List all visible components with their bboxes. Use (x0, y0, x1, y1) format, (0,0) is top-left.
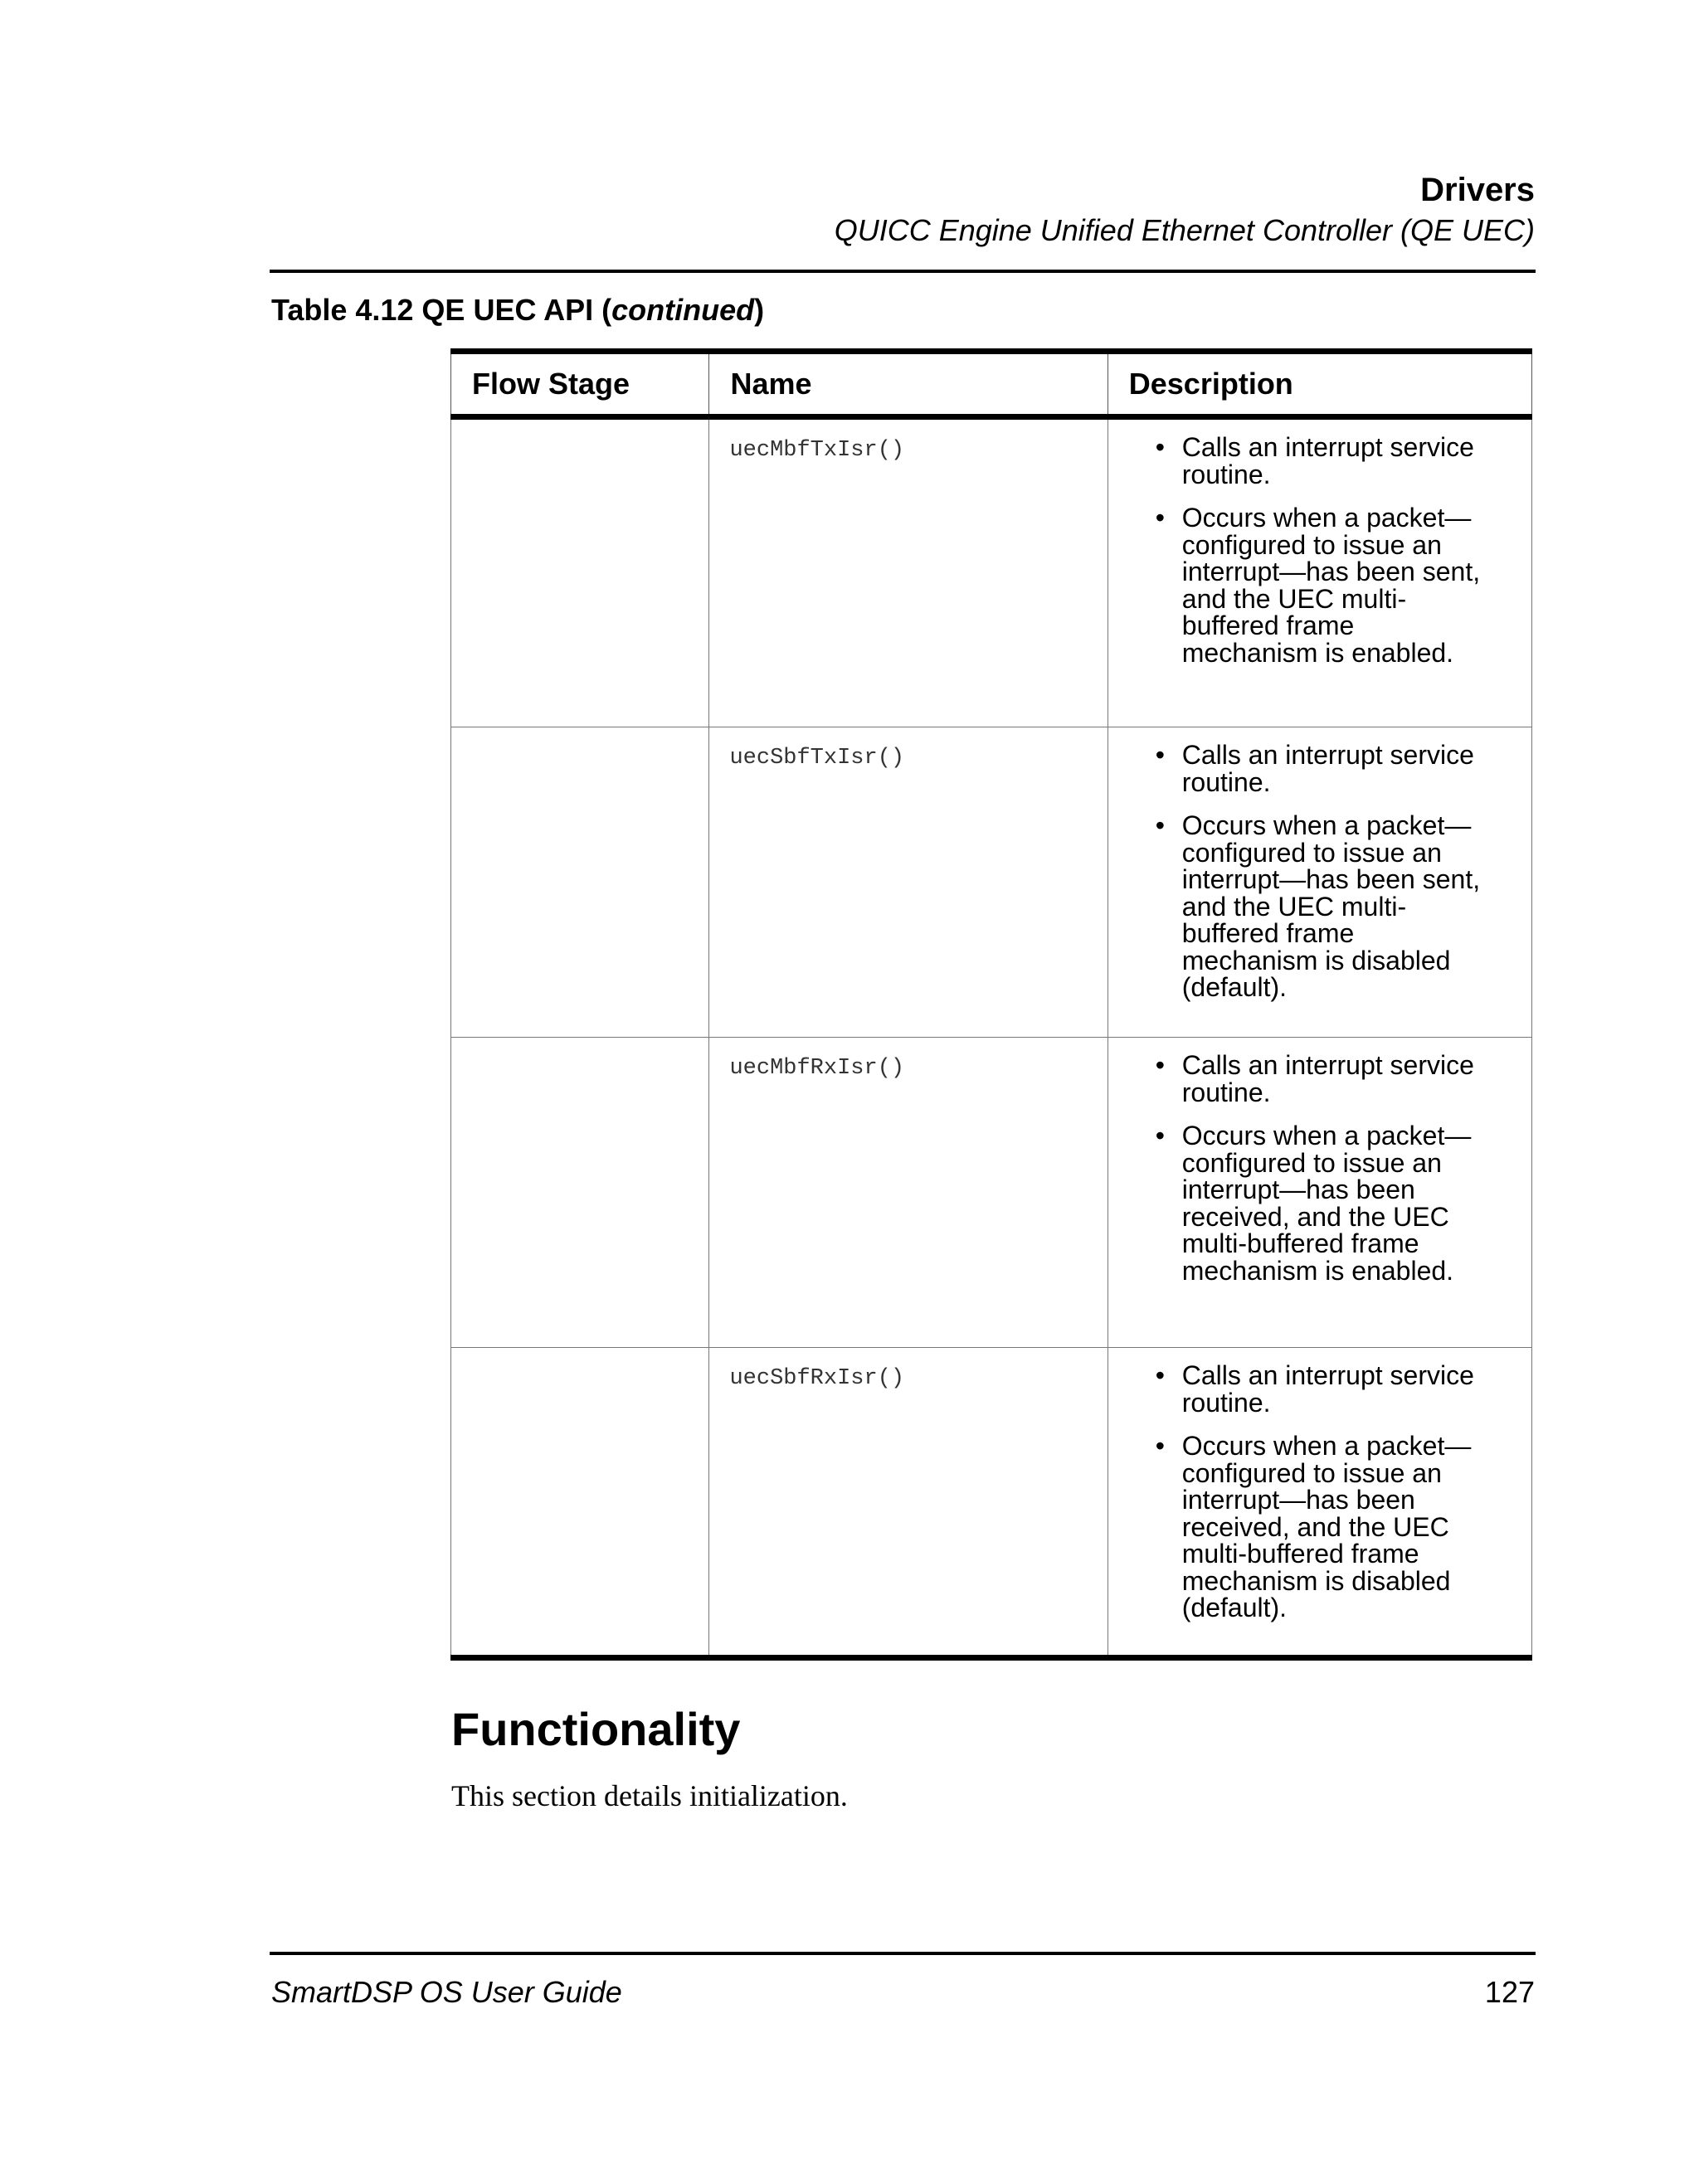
description-item (1129, 1432, 1482, 1622)
table-caption-prefix: Table 4.12 QE UEC API ( (271, 293, 612, 327)
description-item (1129, 434, 1482, 488)
function-name: uecMbfTxIsr() (729, 438, 905, 463)
bullet-icon: • (1155, 740, 1165, 770)
flow-stage-cell (451, 1038, 709, 1348)
description-cell (1108, 417, 1531, 727)
description-item (1129, 1052, 1482, 1106)
description-list (1108, 1348, 1531, 1622)
description-text: Calls an interrupt service routine. (1181, 432, 1474, 489)
flow-stage-cell (451, 727, 709, 1038)
column-header-name: Name (709, 352, 1108, 417)
table-caption (271, 292, 764, 328)
table-row (451, 1348, 1532, 1658)
table-row (451, 727, 1532, 1038)
description-cell (1108, 727, 1531, 1038)
footer-divider (270, 1952, 1536, 1955)
description-text: Occurs when a packet—configured to issue an interrupt—has been received, and the UEC multi-buffered frame mechanism is disabled (default). (1181, 1431, 1472, 1622)
bullet-icon: • (1155, 1360, 1165, 1390)
header-chapter-title: Drivers (1420, 172, 1535, 208)
bullet-icon: • (1155, 1121, 1165, 1150)
footer-document-title: SmartDSP OS User Guide (271, 1975, 622, 2009)
table-row (451, 417, 1532, 727)
description-cell (1108, 1038, 1531, 1348)
table-caption-suffix: ) (754, 293, 765, 327)
description-text: Calls an interrupt service routine. (1181, 740, 1474, 797)
table-header-row (451, 352, 1532, 417)
description-list (1108, 1038, 1531, 1284)
table-row (451, 1038, 1532, 1348)
section-heading: Functionality (451, 1703, 741, 1755)
page-number: 127 (1484, 1975, 1535, 2009)
bullet-icon: • (1155, 1431, 1165, 1461)
table-caption-continued: continued (611, 293, 755, 327)
description-list (1108, 727, 1531, 1001)
name-cell (709, 1038, 1108, 1348)
column-header-flow-stage: Flow Stage (451, 352, 709, 417)
function-name: uecMbfRxIsr() (729, 1056, 905, 1081)
description-text: Occurs when a packet—configured to issue an interrupt—has been sent, and the UEC multi-buffered frame mechanism is enabled. (1181, 503, 1481, 668)
description-item (1129, 1362, 1482, 1416)
description-item (1129, 812, 1482, 1001)
page-header (835, 170, 1535, 250)
function-name: uecSbfTxIsr() (729, 746, 905, 771)
column-header-description: Description (1108, 352, 1531, 417)
name-cell (709, 1348, 1108, 1658)
description-item (1129, 742, 1482, 795)
description-text: Calls an interrupt service routine. (1181, 1050, 1474, 1107)
section-body-text: This section details initialization. (451, 1779, 848, 1812)
description-item (1129, 504, 1482, 666)
description-text: Calls an interrupt service routine. (1181, 1360, 1474, 1418)
header-section-title: QUICC Engine Unified Ethernet Controller (QE UEC) (834, 213, 1535, 247)
description-cell (1108, 1348, 1531, 1658)
description-text: Occurs when a packet—configured to issue an interrupt—has been received, and the UEC multi-buffered frame mechanism is enabled. (1181, 1121, 1472, 1286)
description-text: Occurs when a packet—configured to issue an interrupt—has been sent, and the UEC multi-buffered frame mechanism is disabled (default). (1181, 810, 1481, 1002)
name-cell (709, 417, 1108, 727)
description-item (1129, 1122, 1482, 1284)
description-list (1108, 420, 1531, 666)
flow-stage-cell (451, 417, 709, 727)
bullet-icon: • (1155, 503, 1165, 533)
flow-stage-cell (451, 1348, 709, 1658)
function-name: uecSbfRxIsr() (729, 1366, 905, 1391)
header-divider (270, 270, 1536, 273)
bullet-icon: • (1155, 1050, 1165, 1080)
bullet-icon: • (1155, 810, 1165, 840)
api-table (450, 348, 1532, 1661)
name-cell (709, 727, 1108, 1038)
bullet-icon: • (1155, 432, 1165, 462)
